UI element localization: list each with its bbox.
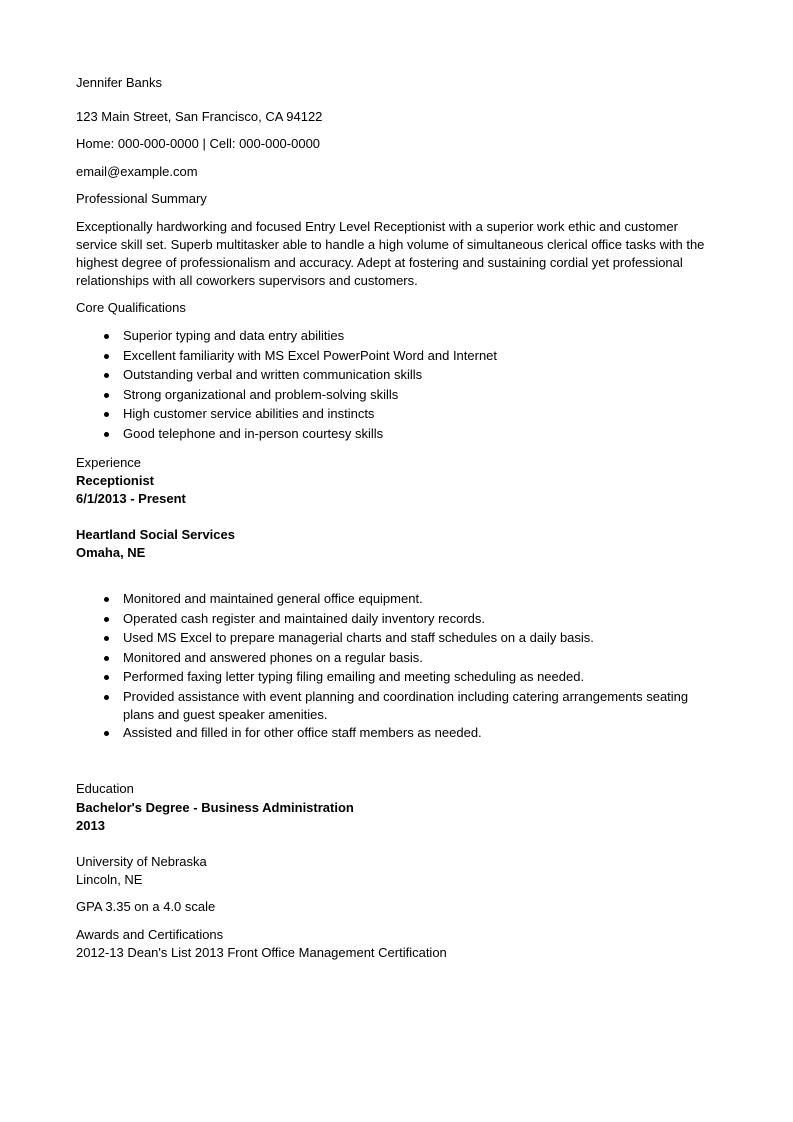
list-item: Strong organizational and problem-solving skills <box>76 386 716 406</box>
summary-text: Exceptionally hardworking and focused Entry Level Receptionist with a superior work ethic and customer service skill set. Superb multitasker able to handle a high volume of simultaneous clerical office tasks with the highest degree of professionalism and accuracy. Adept at fostering and sustaining cordial yet professional relationships with all coworkers supervisors and customers. <box>76 219 705 288</box>
awards-heading: Awards and Certifications <box>76 927 224 942</box>
candidate-name: Jennifer Banks <box>76 75 162 90</box>
list-item: Outstanding verbal and written communication skills <box>76 366 716 386</box>
list-item: Assisted and filled in for other office staff members as needed. <box>76 724 716 744</box>
phone-numbers: Home: 000-000-0000 | Cell: 000-000-0000 <box>76 136 321 151</box>
qualifications-list <box>76 327 716 445</box>
list-item: Used MS Excel to prepare managerial charts and staff schedules on a daily basis. <box>76 629 716 649</box>
email-address: email@example.com <box>76 164 198 179</box>
school-name: University of Nebraska <box>76 854 207 869</box>
list-item: Performed faxing letter typing filing emailing and meeting scheduling as needed. <box>76 668 716 688</box>
job-dates: 6/1/2013 - Present <box>76 491 186 506</box>
school-location: Lincoln, NE <box>76 872 143 887</box>
degree: Bachelor's Degree - Business Administration <box>76 800 354 815</box>
company-location: Omaha, NE <box>76 545 146 560</box>
list-item: Good telephone and in-person courtesy skills <box>76 425 716 445</box>
list-item: High customer service abilities and instincts <box>76 405 716 425</box>
summary-heading: Professional Summary <box>76 191 207 206</box>
list-item: Monitored and answered phones on a regular basis. <box>76 649 716 669</box>
job-title: Receptionist <box>76 473 155 488</box>
education-heading: Education <box>76 781 134 796</box>
company-name: Heartland Social Services <box>76 527 235 542</box>
address: 123 Main Street, San Francisco, CA 94122 <box>76 109 323 124</box>
list-item: Provided assistance with event planning and coordination including catering arrangements seating plans and guest speaker amenities. <box>76 688 716 724</box>
list-item: Excellent familiarity with MS Excel PowerPoint Word and Internet <box>76 347 716 367</box>
awards-text: 2012-13 Dean's List 2013 Front Office Management Certification <box>76 945 447 960</box>
qualifications-heading: Core Qualifications <box>76 300 186 315</box>
list-item: Operated cash register and maintained daily inventory records. <box>76 610 716 630</box>
graduation-year: 2013 <box>76 818 105 833</box>
experience-heading: Experience <box>76 455 142 470</box>
experience-list <box>76 590 716 744</box>
gpa: GPA 3.35 on a 4.0 scale <box>76 899 216 914</box>
list-item: Superior typing and data entry abilities <box>76 327 716 347</box>
list-item: Monitored and maintained general office equipment. <box>76 590 716 610</box>
